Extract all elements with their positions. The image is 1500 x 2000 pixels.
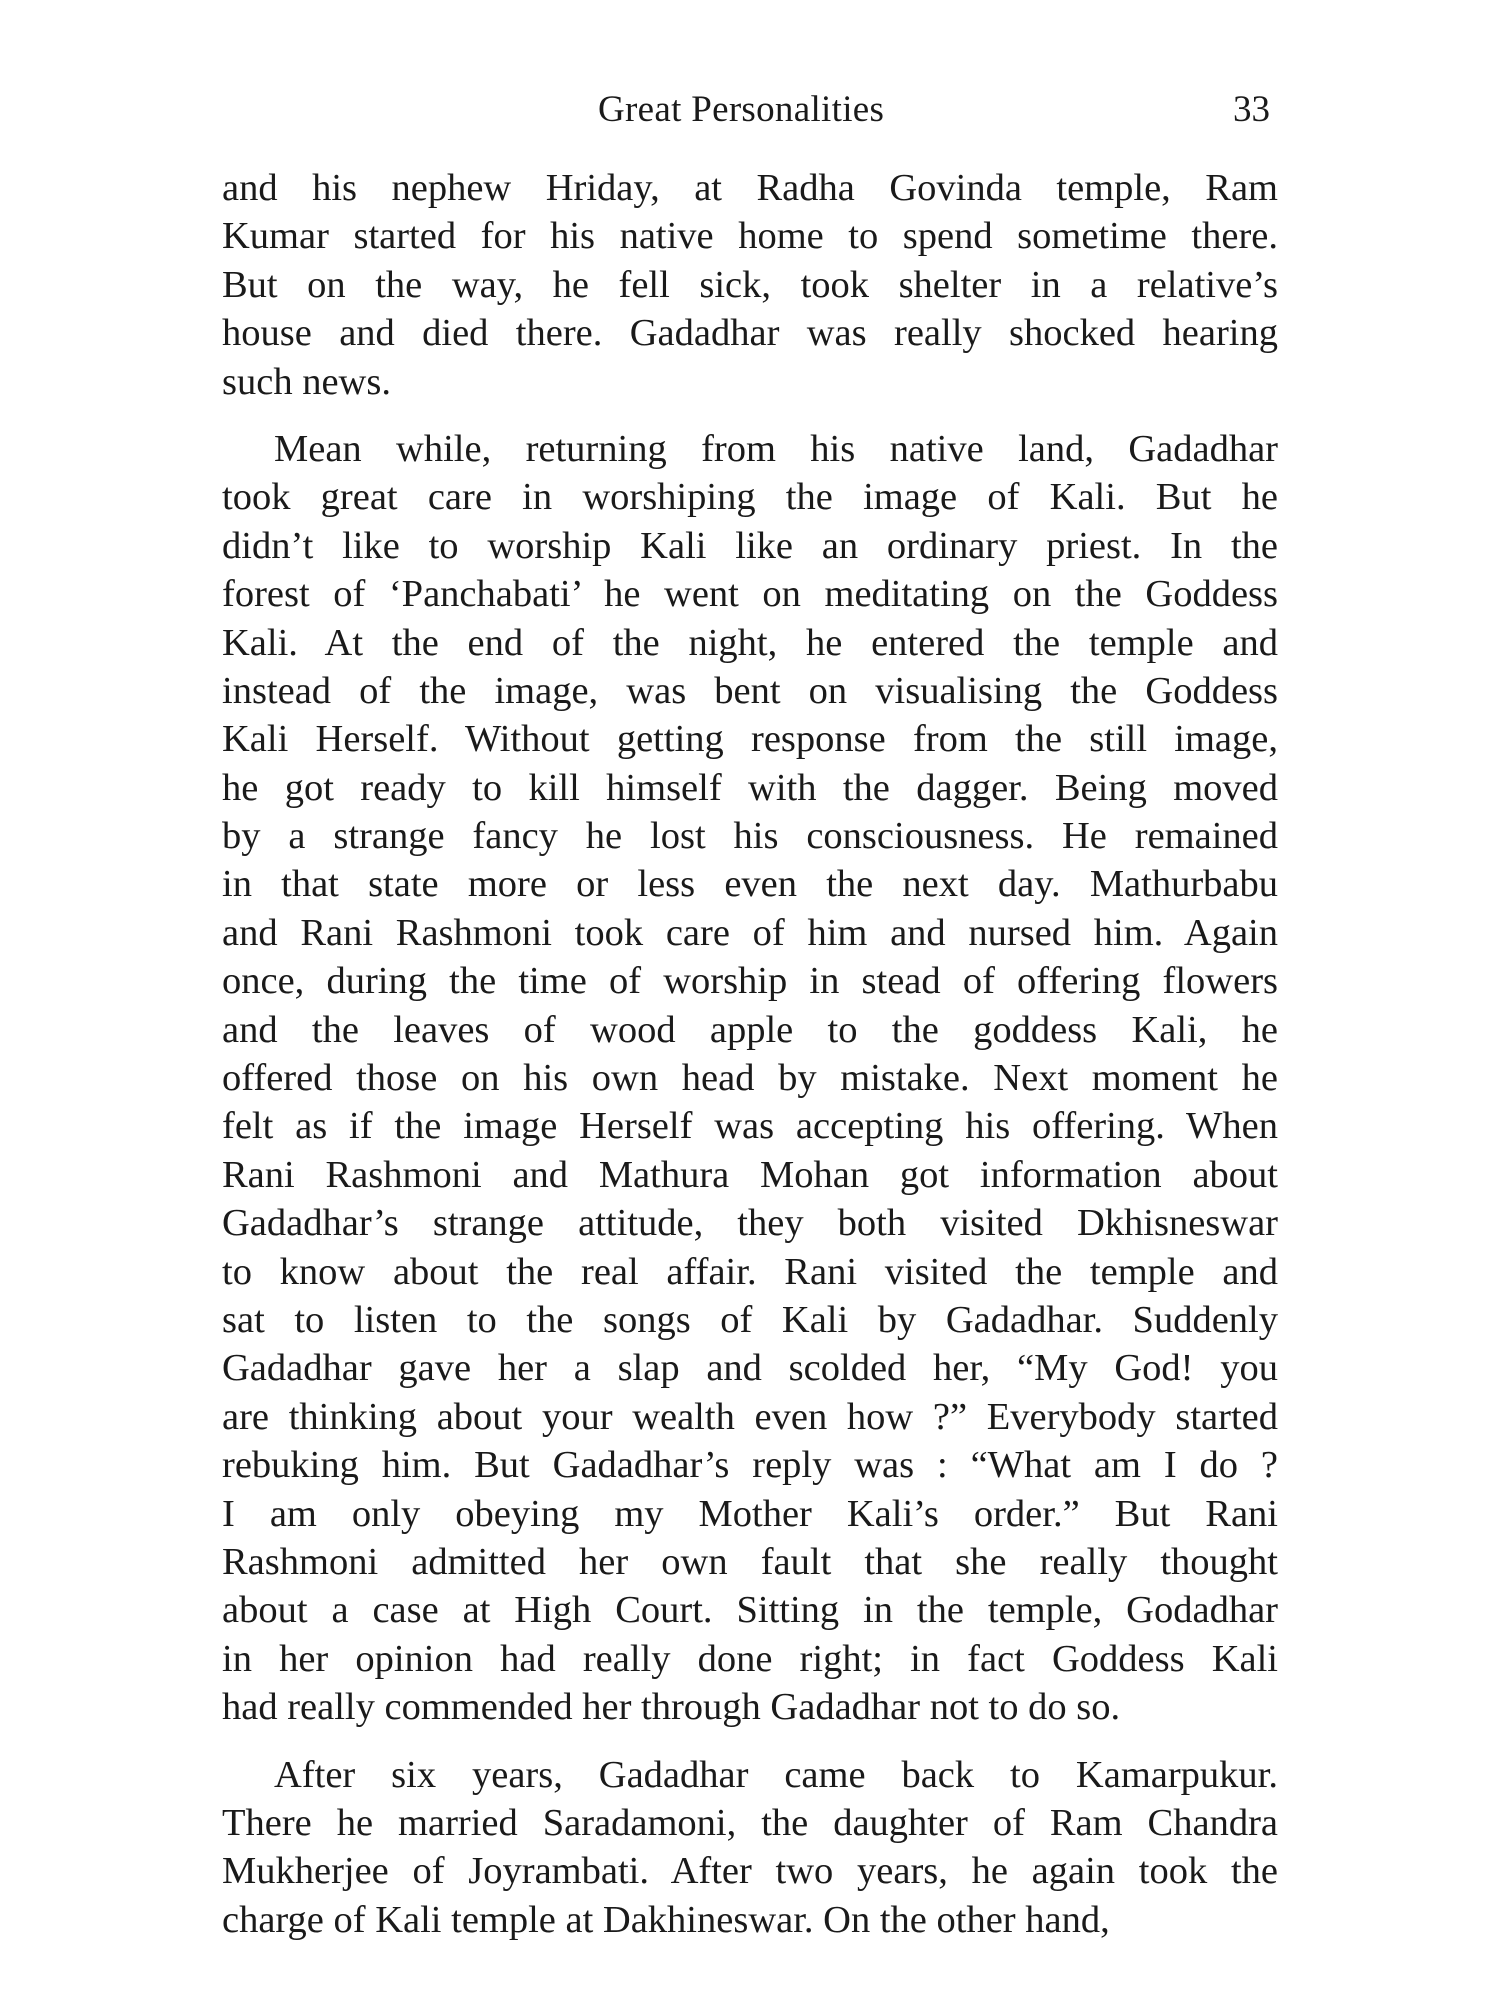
text-line: instead of the image, was bent on visualising the Goddess: [222, 669, 1278, 712]
text-line: felt as if the image Herself was accepting his offering. When: [222, 1105, 1278, 1148]
text-line: by a strange fancy he lost his consciousness. He remained: [222, 815, 1278, 858]
text-line: Gadadhar’s strange attitude, they both visited Dkhisneswar: [222, 1202, 1278, 1245]
paragraph: [222, 164, 1278, 406]
text-line: he got ready to kill himself with the dagger. Being moved: [222, 766, 1278, 809]
text-line: such news.: [222, 360, 391, 403]
body-text: [222, 164, 1278, 1944]
text-line: sat to listen to the songs of Kali by Gadadhar. Suddenly: [222, 1298, 1278, 1341]
text-line: offered those on his own head by mistake. Next moment he: [222, 1057, 1278, 1100]
text-line: forest of ‘Panchabati’ he went on meditating on the Goddess: [222, 573, 1278, 616]
text-line: There he married Saradamoni, the daughter of Ram Chandra: [222, 1801, 1278, 1844]
text-line: and Rani Rashmoni took care of him and nursed him. Again: [222, 911, 1278, 954]
text-line: Kumar started for his native home to spend sometime there.: [222, 215, 1278, 258]
paragraph: [222, 425, 1278, 1732]
text-line: charge of Kali temple at Dakhineswar. On the other hand,: [222, 1898, 1110, 1941]
running-title: Great Personalities: [598, 89, 885, 130]
text-line: didn’t like to worship Kali like an ordinary priest. In the: [222, 524, 1278, 567]
text-line: Rashmoni admitted her own fault that she really thought: [222, 1540, 1278, 1583]
text-line: in that state more or less even the next day. Mathurbabu: [222, 863, 1278, 906]
text-line: and the leaves of wood apple to the goddess Kali, he: [222, 1008, 1278, 1051]
text-line: I am only obeying my Mother Kali’s order.” But Rani: [222, 1492, 1278, 1535]
text-line: Mean while, returning from his native land, Gadadhar: [274, 427, 1278, 470]
text-line: about a case at High Court. Sitting in the temple, Godadhar: [222, 1589, 1278, 1632]
text-line: Rani Rashmoni and Mathura Mohan got information about: [222, 1153, 1278, 1196]
text-line: once, during the time of worship in stead of offering flowers: [222, 960, 1278, 1003]
text-line: are thinking about your wealth even how ?” Everybody started: [222, 1395, 1278, 1438]
text-line: house and died there. Gadadhar was really shocked hearing: [222, 312, 1278, 355]
text-line: But on the way, he fell sick, took shelter in a relative’s: [222, 263, 1278, 306]
page-number: 33: [1233, 89, 1270, 130]
text-line: rebuking him. But Gadadhar’s reply was : “What am I do ?: [222, 1444, 1278, 1487]
text-line: had really commended her through Gadadhar not to do so.: [222, 1686, 1121, 1729]
text-line: Kali Herself. Without getting response from the still image,: [222, 718, 1278, 761]
running-header: [0, 88, 1500, 138]
paragraph: [222, 1751, 1278, 1945]
text-line: to know about the real affair. Rani visited the temple and: [222, 1250, 1278, 1293]
text-line: Mukherjee of Joyrambati. After two years, he again took the: [222, 1850, 1278, 1893]
text-line: After six years, Gadadhar came back to Kamarpukur.: [274, 1753, 1278, 1796]
text-line: and his nephew Hriday, at Radha Govinda temple, Ram: [222, 167, 1278, 209]
text-line: Kali. At the end of the night, he entered the temple and: [222, 621, 1278, 664]
text-line: Gadadhar gave her a slap and scolded her, “My God! you: [222, 1347, 1278, 1390]
text-line: in her opinion had really done right; in fact Goddess Kali: [222, 1637, 1278, 1680]
text-line: took great care in worshiping the image of Kali. But he: [222, 476, 1278, 519]
